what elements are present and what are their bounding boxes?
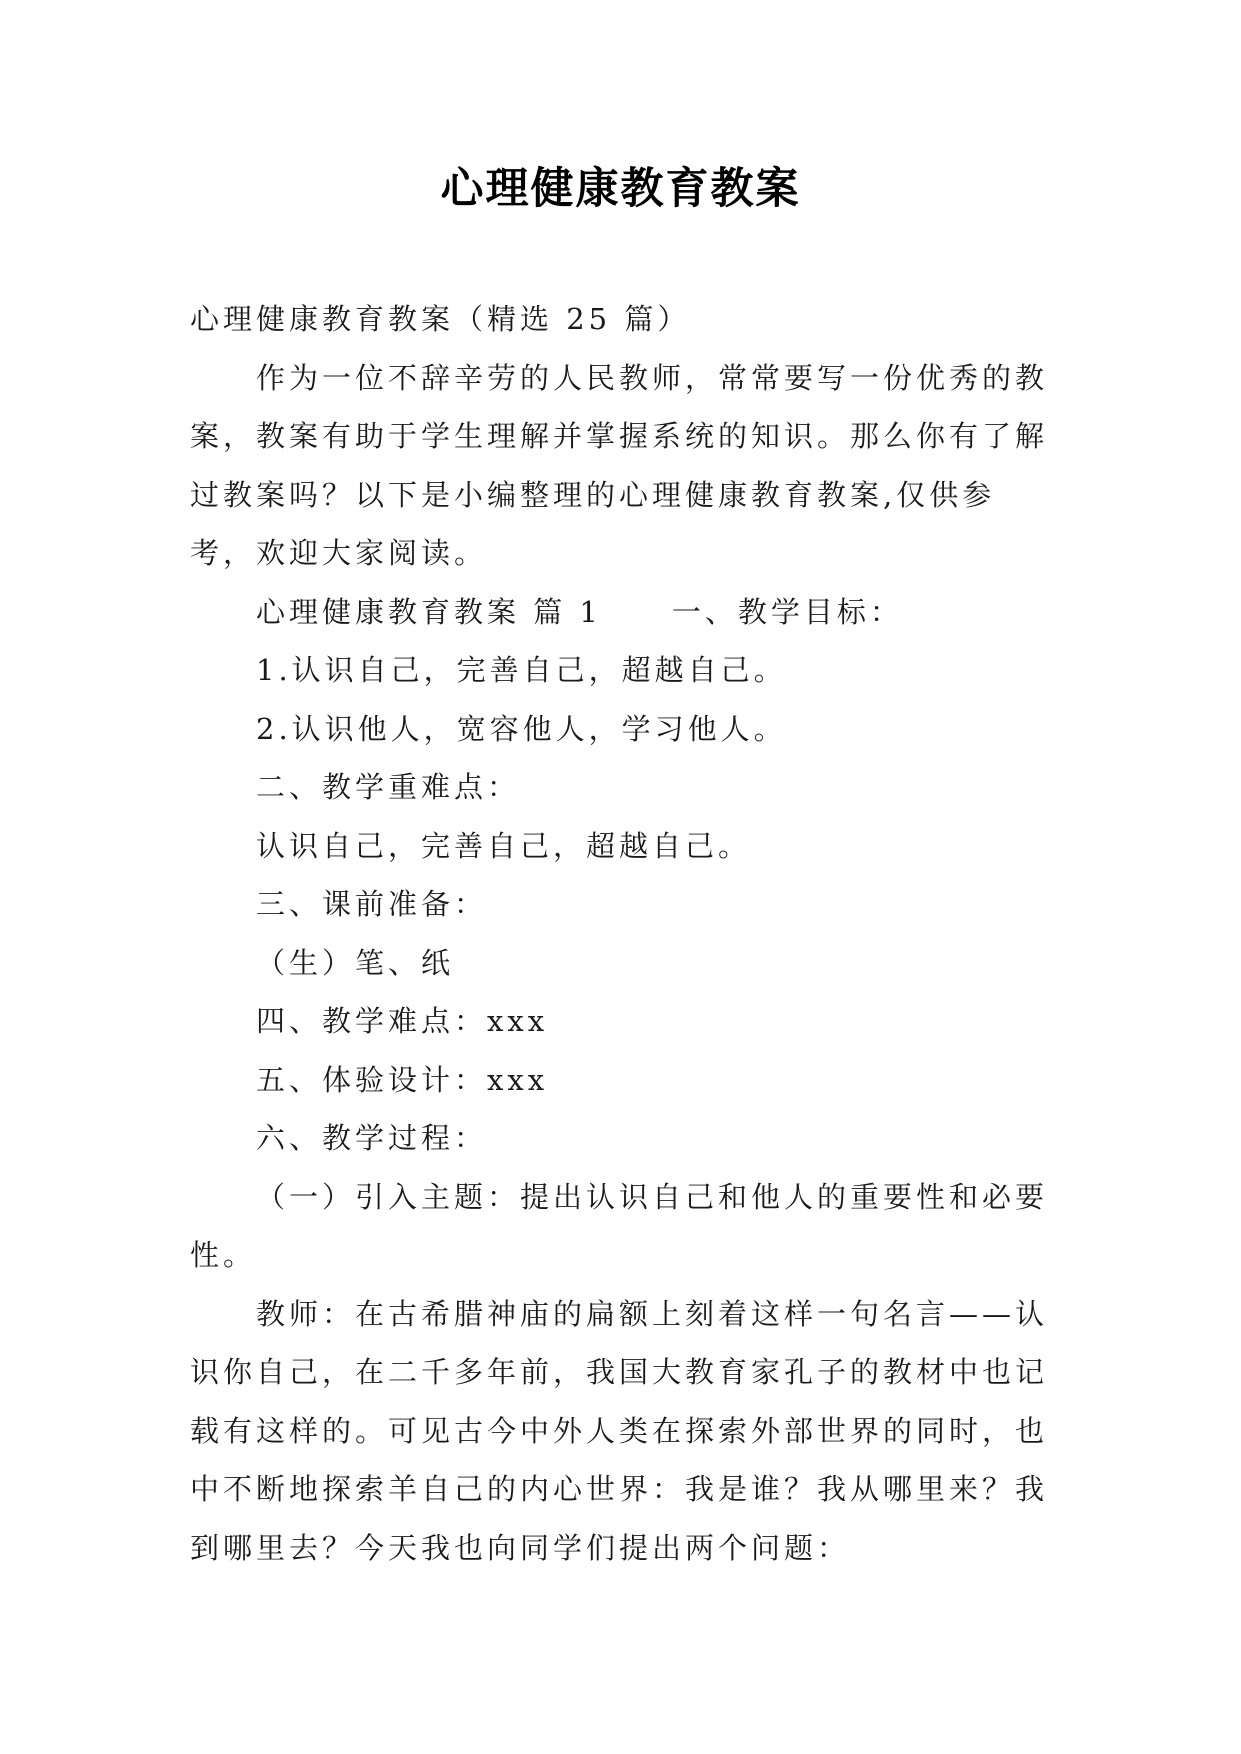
key-points-heading: 二、教学重难点： bbox=[256, 770, 521, 804]
objectives-heading: 一、教学目标： bbox=[671, 594, 903, 629]
section-heading-line bbox=[190, 583, 1050, 642]
preparation-text: （生）笔、纸 bbox=[256, 945, 455, 980]
key-points-text: 认识自己，完善自己，超越自己。 bbox=[256, 828, 752, 863]
objective-item-1: 1.认识自己，完善自己，超越自己。 bbox=[256, 653, 787, 687]
section-heading: 心理健康教育教案 篇 1 bbox=[256, 594, 602, 629]
document-title: 心理健康教育教案 bbox=[440, 164, 801, 214]
experience-design-line: 五、体验设计：xxx bbox=[256, 1062, 549, 1097]
preparation-heading: 三、课前准备： bbox=[256, 887, 488, 921]
process-heading: 六、教学过程： bbox=[256, 1121, 488, 1155]
objective-item-2: 2.认识他人，宽容他人，学习他人。 bbox=[256, 711, 787, 746]
document-body bbox=[190, 290, 1050, 1577]
process-step-1: （一）引入主题：提出认识自己和他人的重要性和必要性。 bbox=[190, 1179, 1049, 1272]
intro-paragraph: 作为一位不辞辛劳的人民教师，常常要写一份优秀的教案，教案有助于学生理解并掌握系统的知识。那么你有了解过教案吗？以下是小编整理的心理健康教育教案,仅供参考，欢迎大家阅读。 bbox=[190, 360, 1049, 570]
document-subtitle: 心理健康教育教案（精选 25 篇） bbox=[190, 302, 691, 336]
teacher-speech-paragraph: 教师：在古希腊神庙的扁额上刻着这样一句名言——认识你自己，在二千多年前，我国大教育家孔子的教材中也记载有这样的。可见古今中外人类在探索外部世界的同时，也中不断地探索羊自己的内心世界：我是谁？我从哪里来？我到哪里去？今天我也向同学们提出两个问题： bbox=[190, 1296, 1049, 1565]
difficulty-line: 四、教学难点：xxx bbox=[256, 1004, 549, 1038]
